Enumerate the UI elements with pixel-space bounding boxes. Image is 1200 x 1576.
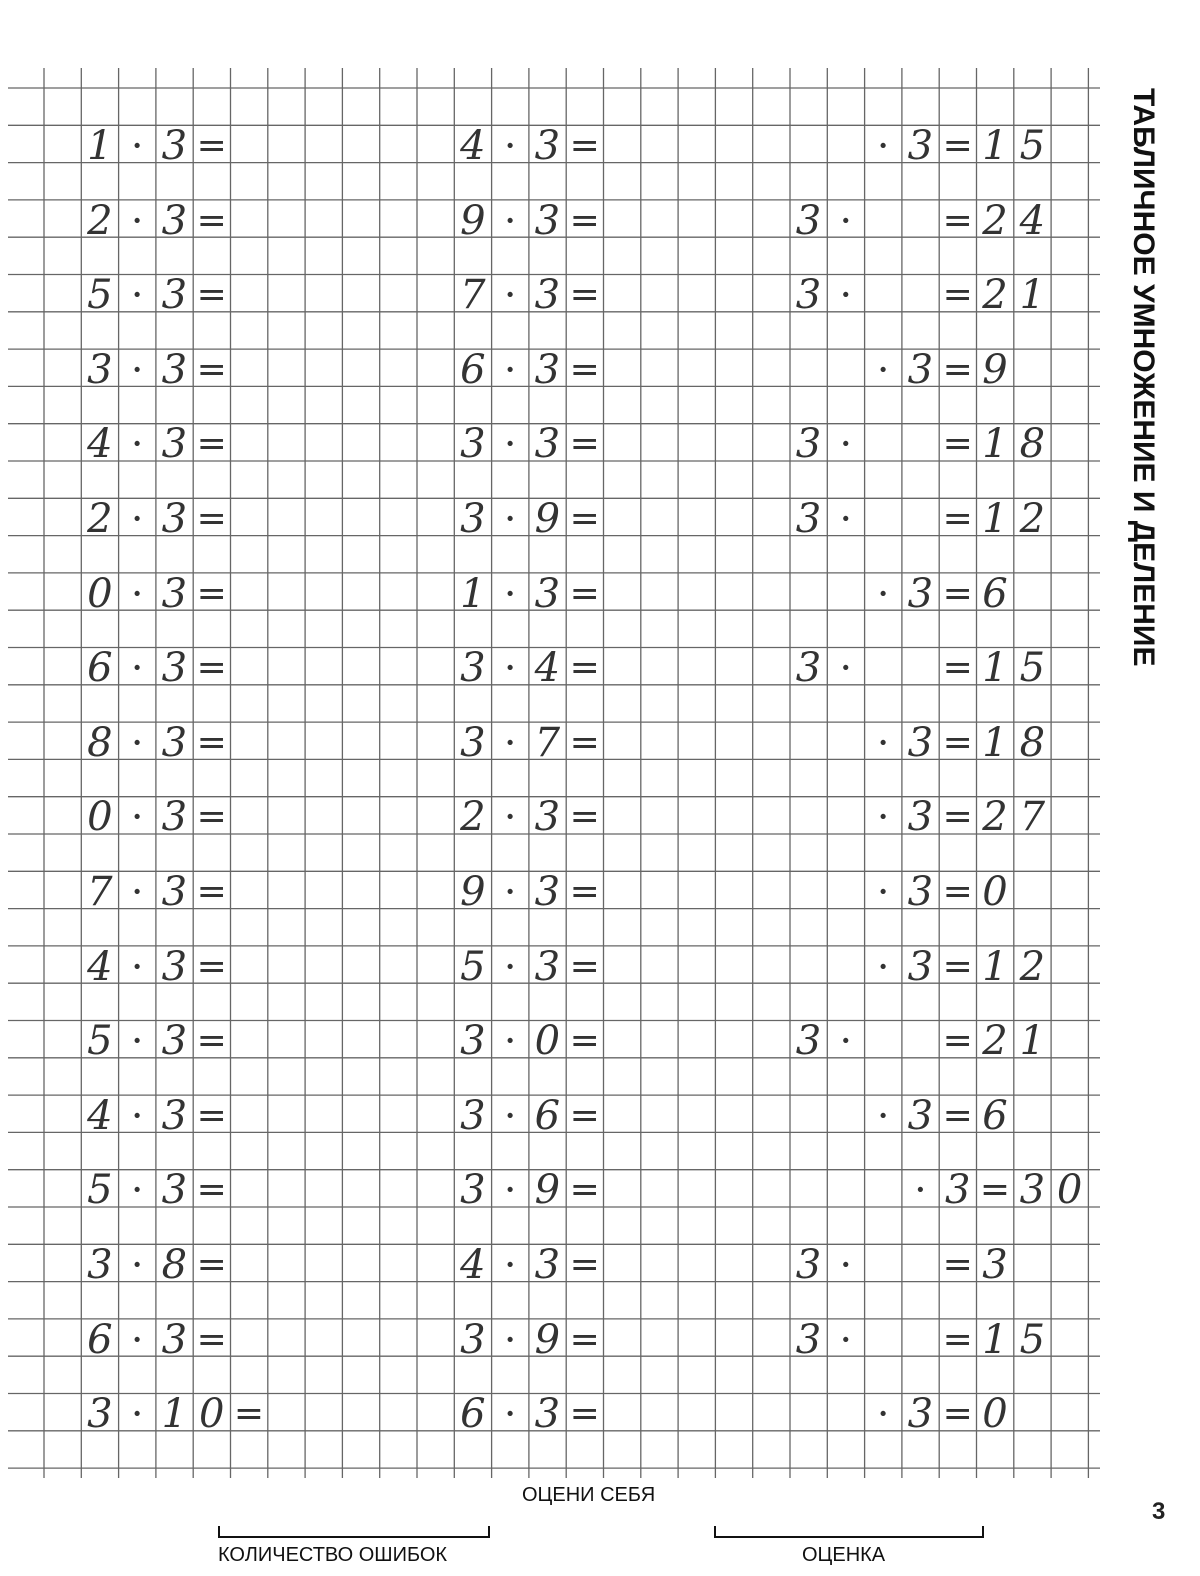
expression-char: = xyxy=(942,423,973,465)
expression-char: = xyxy=(942,348,973,390)
expression-char: 3 xyxy=(795,645,822,692)
expression-char: = xyxy=(569,274,600,316)
expression-char: · xyxy=(878,949,888,983)
errors-label: КОЛИЧЕСТВО ОШИБОК xyxy=(218,1544,448,1566)
expression-char: 3 xyxy=(460,421,486,468)
expression-char: 3 xyxy=(460,1167,486,1214)
expression-char: · xyxy=(132,1322,142,1356)
expression-char: = xyxy=(196,1318,227,1360)
expression-char: · xyxy=(878,1098,888,1132)
expression-char: · xyxy=(505,949,515,983)
expression-char: = xyxy=(942,945,973,987)
expression-char: = xyxy=(942,796,973,838)
expression-char: = xyxy=(569,498,600,539)
expression-char: 0 xyxy=(1056,1167,1083,1214)
expression-char: = xyxy=(196,125,227,166)
expression-char: · xyxy=(132,651,142,685)
expression-char: 3 xyxy=(534,570,561,617)
expression-char: = xyxy=(196,199,227,241)
expression-char: 1 xyxy=(982,719,1008,766)
expression-char: 1 xyxy=(982,421,1008,468)
expression-char: 1 xyxy=(982,645,1008,692)
expression-char: 7 xyxy=(460,272,486,319)
expression-char: · xyxy=(132,203,142,237)
expression-char: · xyxy=(840,502,851,535)
expression-char: = xyxy=(196,1169,227,1211)
expression-char: 3 xyxy=(795,421,822,468)
expression-char: = xyxy=(569,125,600,166)
expression-char: = xyxy=(196,498,227,539)
expression-char: 3 xyxy=(534,346,561,393)
expression-char: = xyxy=(196,423,227,465)
expression-char: 3 xyxy=(907,1391,934,1438)
expression-char: 0 xyxy=(982,869,1008,915)
expression-char: 3 xyxy=(907,1092,934,1139)
grade-label: ОЦЕНКА xyxy=(802,1544,886,1566)
expression-char: 4 xyxy=(87,943,113,990)
expression-char: 1 xyxy=(1019,272,1046,319)
expression-char: 1 xyxy=(982,496,1008,542)
expression-char: 3 xyxy=(534,197,561,244)
expression-char: 2 xyxy=(1019,943,1046,990)
expression-char: · xyxy=(505,1397,515,1431)
expression-char: = xyxy=(569,1094,600,1136)
expression-char: 3 xyxy=(161,1092,188,1139)
expression-char: 1 xyxy=(982,943,1008,990)
expression-char: = xyxy=(569,871,600,912)
expression-char: 3 xyxy=(161,570,188,617)
expression-char: 4 xyxy=(87,1092,113,1139)
self-check-label: ОЦЕНИ СЕБЯ xyxy=(522,1484,656,1506)
errors-bracket xyxy=(218,1526,490,1538)
expression-char: 1 xyxy=(982,123,1008,169)
expression-char: 3 xyxy=(460,1092,486,1139)
expression-char: 6 xyxy=(87,645,113,692)
expression-char: 1 xyxy=(87,123,113,169)
expression-char: · xyxy=(132,502,142,535)
expression-char: 0 xyxy=(534,1018,561,1065)
expression-char: 2 xyxy=(1019,496,1046,542)
expression-char: 7 xyxy=(87,869,113,915)
expression-char: = xyxy=(569,1020,600,1062)
expression-char: · xyxy=(878,800,888,834)
expression-char: 5 xyxy=(1019,645,1046,692)
expression-char: = xyxy=(942,721,973,763)
expression-char: · xyxy=(505,800,515,834)
expression-char: · xyxy=(878,129,888,162)
expression-char: · xyxy=(132,427,142,461)
expression-char: · xyxy=(878,1397,888,1431)
expression-char: · xyxy=(840,1248,851,1281)
expression-char: 7 xyxy=(534,719,561,766)
grade-bracket xyxy=(714,1526,984,1538)
expression-char: 5 xyxy=(87,1018,113,1065)
expression-char: 4 xyxy=(460,123,486,169)
expression-char: 9 xyxy=(982,346,1008,393)
expression-char: 2 xyxy=(460,794,486,841)
expression-char: · xyxy=(840,203,851,237)
expression-char: 3 xyxy=(161,794,188,841)
expression-char: = xyxy=(196,1244,227,1285)
expression-char: · xyxy=(505,1024,515,1058)
expression-char: · xyxy=(132,1173,142,1207)
expression-char: · xyxy=(840,1322,851,1356)
expression-char: 2 xyxy=(982,272,1008,319)
expression-char: 3 xyxy=(795,1242,822,1288)
expression-char: = xyxy=(942,647,973,689)
expression-char: · xyxy=(505,1098,515,1132)
expression-char: 3 xyxy=(907,794,934,841)
expression-char: · xyxy=(505,725,515,759)
expression-char: 3 xyxy=(534,794,561,841)
expression-char: 9 xyxy=(460,869,486,915)
expression-char: 3 xyxy=(87,1242,113,1288)
expression-char: 0 xyxy=(982,1391,1008,1438)
expression-char: · xyxy=(505,352,515,386)
expression-char: = xyxy=(569,1169,600,1211)
expression-char: = xyxy=(942,125,973,166)
expression-char: 6 xyxy=(460,1391,486,1438)
expression-char: = xyxy=(569,1244,600,1285)
expression-char: = xyxy=(196,274,227,316)
expression-char: · xyxy=(505,427,515,461)
expression-char: = xyxy=(942,1094,973,1136)
expression-char: = xyxy=(569,647,600,689)
expression-char: 4 xyxy=(1019,197,1046,244)
expression-char: 3 xyxy=(907,570,934,617)
expression-char: · xyxy=(505,278,515,312)
expression-char: · xyxy=(132,576,142,610)
expression-char: 3 xyxy=(161,197,188,244)
expression-char: 3 xyxy=(795,1316,822,1363)
expression-char: 4 xyxy=(87,421,113,468)
expression-char: = xyxy=(942,1020,973,1062)
expression-char: 8 xyxy=(161,1242,188,1288)
expression-char: 3 xyxy=(460,496,486,542)
expression-char: = xyxy=(196,348,227,390)
expression-char: 7 xyxy=(1019,794,1046,841)
expression-char: 3 xyxy=(944,1167,971,1214)
expression-char: 0 xyxy=(198,1391,225,1438)
expression-char: 3 xyxy=(1019,1167,1046,1214)
expression-char: 3 xyxy=(161,272,188,319)
expression-char: · xyxy=(132,875,142,908)
expression-char: 1 xyxy=(161,1391,188,1438)
expression-char: = xyxy=(196,721,227,763)
expression-char: 3 xyxy=(161,123,188,169)
expression-char: = xyxy=(569,348,600,390)
expression-char: = xyxy=(196,647,227,689)
expression-char: 3 xyxy=(460,1316,486,1363)
expression-char: 0 xyxy=(87,794,113,841)
expression-char: · xyxy=(132,1024,142,1058)
expression-char: = xyxy=(569,423,600,465)
expression-char: · xyxy=(132,278,142,312)
expression-char: 3 xyxy=(907,869,934,915)
expression-char: 3 xyxy=(161,1316,188,1363)
expression-char: = xyxy=(196,1094,227,1136)
expression-char: = xyxy=(569,1393,600,1435)
expression-char: = xyxy=(569,945,600,987)
expression-char: · xyxy=(132,1248,142,1281)
expression-char: · xyxy=(132,800,142,834)
expression-char: 3 xyxy=(982,1242,1008,1288)
expression-char: · xyxy=(132,725,142,759)
expression-char: 1 xyxy=(982,1316,1008,1363)
expression-char: 3 xyxy=(795,197,822,244)
expression-char: = xyxy=(233,1393,265,1435)
expression-char: = xyxy=(196,1020,227,1062)
expression-char: 3 xyxy=(795,272,822,319)
expression-char: 3 xyxy=(534,1242,561,1288)
expression-char: = xyxy=(942,199,973,241)
expression-char: 3 xyxy=(87,346,113,393)
expression-char: · xyxy=(132,1397,142,1431)
expression-char: 3 xyxy=(161,1018,188,1065)
expression-char: · xyxy=(505,1173,515,1207)
expression-char: = xyxy=(196,945,227,987)
expression-char: 3 xyxy=(161,1167,188,1214)
expression-char: 3 xyxy=(907,346,934,393)
expression-char: = xyxy=(942,572,973,614)
expression-char: · xyxy=(505,129,515,162)
expression-char: 3 xyxy=(907,123,934,169)
expression-char: = xyxy=(569,199,600,241)
expression-char: 3 xyxy=(795,1018,822,1065)
expression-char: 5 xyxy=(460,943,486,990)
expression-char: 2 xyxy=(982,1018,1008,1065)
expression-char: 9 xyxy=(460,197,486,244)
expression-char: 5 xyxy=(1019,1316,1046,1363)
expression-char: = xyxy=(942,871,973,912)
expression-char: 3 xyxy=(161,869,188,915)
expression-char: · xyxy=(840,1024,851,1058)
expression-char: 9 xyxy=(534,1316,561,1363)
expression-char: 3 xyxy=(161,645,188,692)
expression-char: 2 xyxy=(87,197,113,244)
expression-char: 3 xyxy=(534,421,561,468)
expression-char: 5 xyxy=(87,272,113,319)
expression-char: 6 xyxy=(982,1092,1008,1139)
expression-char: 6 xyxy=(460,346,486,393)
expression-char: · xyxy=(840,427,851,461)
expression-char: 1 xyxy=(460,570,486,617)
expression-char: = xyxy=(979,1169,1011,1211)
page-number: 3 xyxy=(1152,1498,1166,1525)
expression-char: · xyxy=(132,1098,142,1132)
expression-char: 3 xyxy=(460,719,486,766)
expression-char: 3 xyxy=(907,719,934,766)
expression-char: 3 xyxy=(907,943,934,990)
expression-char: · xyxy=(505,1248,515,1281)
expression-char: · xyxy=(505,502,515,535)
expression-char: 6 xyxy=(982,570,1008,617)
expression-char: 9 xyxy=(534,1167,561,1214)
expression-char: = xyxy=(196,796,227,838)
expression-char: · xyxy=(505,1322,515,1356)
expression-char: · xyxy=(878,725,888,759)
expression-char: · xyxy=(505,203,515,237)
expression-char: · xyxy=(505,576,515,610)
expression-char: 5 xyxy=(1019,123,1046,169)
expression-char: 8 xyxy=(1019,719,1046,766)
expression-char: 3 xyxy=(161,421,188,468)
expression-char: 3 xyxy=(161,496,188,542)
expression-char: · xyxy=(840,278,851,312)
expression-char: 1 xyxy=(1019,1018,1046,1065)
expression-char: 4 xyxy=(534,645,561,692)
expression-char: · xyxy=(840,651,851,685)
expression-char: = xyxy=(196,572,227,614)
expression-char: = xyxy=(942,1393,973,1435)
expression-char: 5 xyxy=(87,1167,113,1214)
expression-char: = xyxy=(569,572,600,614)
expression-char: · xyxy=(132,352,142,386)
expression-char: · xyxy=(132,129,142,162)
expression-char: = xyxy=(569,721,600,763)
expression-char: 3 xyxy=(87,1391,113,1438)
expression-char: 3 xyxy=(534,123,561,169)
expression-char: 2 xyxy=(982,794,1008,841)
expression-char: = xyxy=(942,498,973,539)
expression-char: = xyxy=(942,1318,973,1360)
expression-char: · xyxy=(878,875,888,908)
expression-char: 3 xyxy=(460,1018,486,1065)
expression-char: 8 xyxy=(1019,421,1046,468)
expression-char: = xyxy=(196,871,227,912)
expression-char: 0 xyxy=(87,570,113,617)
expression-char: = xyxy=(942,1244,973,1285)
expression-char: 3 xyxy=(161,719,188,766)
expression-char: = xyxy=(569,1318,600,1360)
expression-char: = xyxy=(569,796,600,838)
expression-char: 3 xyxy=(534,943,561,990)
page-title: ТАБЛИЧНОЕ УМНОЖЕНИЕ И ДЕЛЕНИЕ xyxy=(1127,88,1160,667)
expression-char: · xyxy=(915,1173,926,1207)
expression-char: 6 xyxy=(534,1092,561,1139)
expression-char: 3 xyxy=(534,1391,561,1438)
expression-char: 2 xyxy=(982,197,1008,244)
expression-char: 6 xyxy=(87,1316,113,1363)
expression-char: · xyxy=(505,875,515,908)
expression-char: 3 xyxy=(161,943,188,990)
expression-char: 4 xyxy=(460,1242,486,1288)
expression-char: = xyxy=(942,274,973,316)
expression-char: · xyxy=(878,576,888,610)
expression-char: 3 xyxy=(460,645,486,692)
expression-char: · xyxy=(878,352,888,386)
expression-char: 2 xyxy=(87,496,113,542)
expression-char: 3 xyxy=(161,346,188,393)
expression-char: · xyxy=(505,651,515,685)
expression-char: · xyxy=(132,949,142,983)
expression-char: 8 xyxy=(87,719,113,766)
expression-char: 3 xyxy=(534,869,561,915)
expression-char: 3 xyxy=(795,496,822,542)
expression-char: 9 xyxy=(534,496,561,542)
expression-char: 3 xyxy=(534,272,561,319)
